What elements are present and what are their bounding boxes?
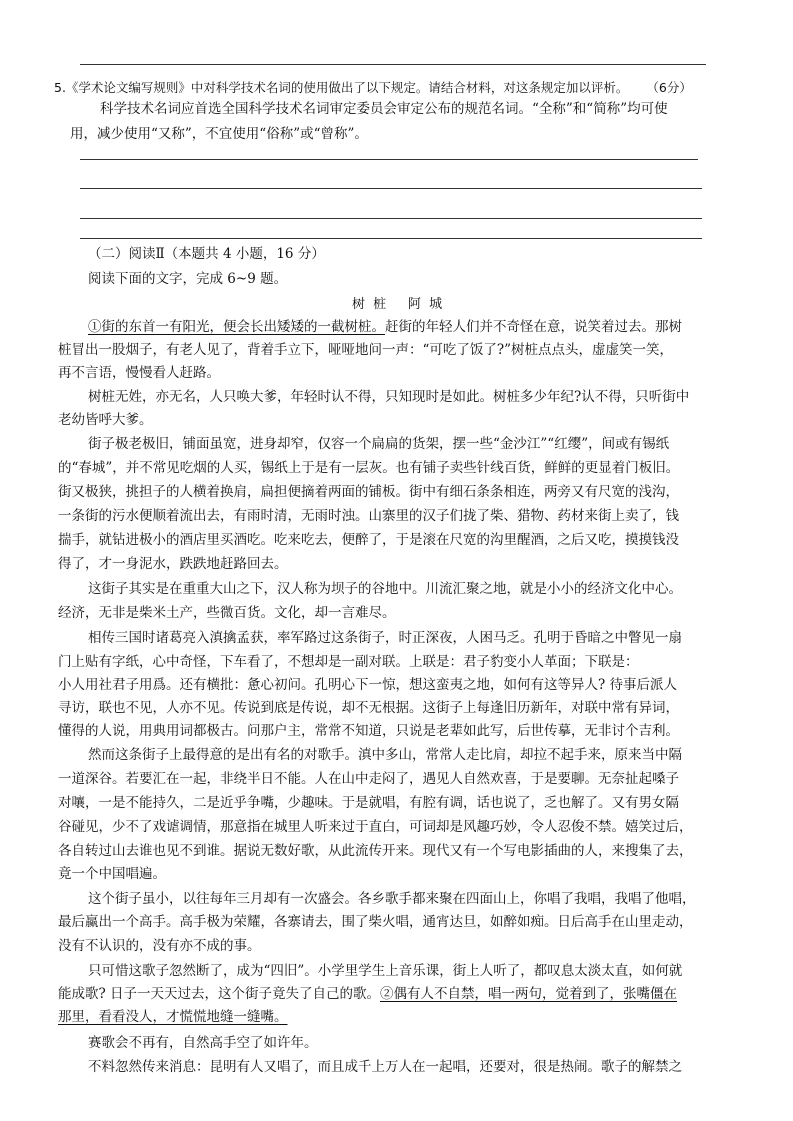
paragraph-3-line-6: 得了，才一身泥水，跌跌地赶路回去。 [58, 556, 288, 572]
paragraph-2-line-2: 老幼皆呼大爹。 [58, 412, 153, 428]
article-author: 阿 城 [408, 297, 445, 312]
paragraph-3-line-4: 一条街的污水便顺着流出去，有雨时清，无雨时浊。山寨里的汉子们拢了柴、猎物、药材来街上卖了，钱 [58, 508, 679, 524]
paragraph-8-line-1: 只可惜这歌子忽然断了，成为“四旧”。小学里学生上音乐课，街上人听了，都叹息太淡太直，如何就 [88, 963, 683, 979]
paragraph-5-line-5: 懂得的人说，用典用词都极古。问那户主，常常不知道，只说是老辈如此写，后世传摹，无非讨个吉利。 [58, 723, 679, 739]
paragraph-3-line-3: 街又极狭，挑担子的人横着换肩，扁担便摘着两面的铺板。街中有细石条条相连，两旁又有尺宽的浅沟， [58, 484, 679, 500]
paragraph-10-line-1: 不料忽然传来消息：昆明有人又唱了，而且成千上万人在一起唱，还要对，很是热闹。歌子的解禁之 [88, 1059, 682, 1075]
paragraph-5-line-2: 门上贴有字纸，心中奇怪，下车看了，不想却是一副对联。上联是：君子豹变小人革面；下联是： [58, 654, 639, 670]
paragraph-3-line-2: 的“春城”，并不常见吃烟的人买，锡纸上于是有一层灰。也有铺子卖些针线百货，鲜鲜的更显着门板旧。 [58, 460, 680, 476]
answer-line [80, 159, 698, 160]
marked-sentence-1: ①街的东首一有阳光，便会长出矮矮的一截树桩。 [88, 319, 385, 335]
paragraph-8-line-2 [58, 985, 677, 1003]
question-5-text: 5.《学术论文编写规则》中对科学技术名词的使用做出了以下规定。请结合材料，对这条规定加以评析。 [54, 80, 629, 95]
section-instruction: 阅读下面的文字，完成 6~9 题。 [88, 271, 288, 287]
paragraph-4-line-2: 经济，无非是柴米土产，些微百货。文化，却一言难尽。 [58, 605, 396, 621]
text-run: 赶街的年轻人们并不奇怪在意，说笑着过去。那树 [385, 319, 682, 335]
paragraph-1-line-2: 桩冒出一股烟子，有老人见了，背着手立下，哑哑地问一声：“可吃了饭了?”树桩点点头，虚虚笑一笑， [58, 342, 674, 358]
paragraph-7-line-1: 这个街子虽小，以往每年三月却有一次盛会。各乡歌手都来聚在四面山上，你唱了我唱，我唱了他唱， [88, 891, 696, 907]
paragraph-6-line-5: 各自转过山去谁也见不到谁。据说无数好歌，从此流传开来。现代又有一个写电影插曲的人，来搜集了去， [58, 843, 693, 859]
paragraph-6-line-2: 一道深谷。若要汇在一起，非绕半日不能。人在山中走闷了，遇见人自然欢喜，于是要聊。无奈扯起嗓子 [58, 771, 679, 787]
paragraph-6-line-3: 对嚷，一是不能持久，二是近乎争嘴，少趣味。于是就唱，有腔有调，话也说了，乏也解了。又有男女隔 [58, 795, 679, 811]
paragraph-4-line-1: 这街子其实是在重重大山之下，汉人称为坝子的谷地中。川流汇聚之地，就是小小的经济文化中心。 [88, 581, 682, 597]
answer-line [80, 238, 702, 239]
paragraph-7-line-2: 最后赢出一个高手。高手极为荣耀，各寨请去，围了柴火唱，通宵达旦，如醉如痴。日后高手在山里走动， [58, 914, 693, 930]
section-header: （二）阅读Ⅱ（本题共 4 小题，16 分） [88, 246, 325, 262]
paragraph-6-line-4: 谷碰见，少不了戏谑调情，那意指在城里人听来过于直白，可词却是风趣巧妙，令人忍俊不禁。嬉笑过后， [58, 819, 693, 835]
answer-line [80, 218, 702, 219]
paragraph-6-line-1: 然而这条街子上最得意的是出有名的对歌手。滇中多山，常常人走比肩，却拉不起手来，原来当中隔 [88, 747, 682, 763]
paragraph-1-line-3: 再不言语，慢慢看人赶路。 [58, 365, 220, 381]
paragraph-7-line-3: 没有不认识的，没有亦不成的事。 [58, 938, 261, 954]
marked-sentence-2: ②偶有人不自禁，唱一两句，觉着到了，张嘴僵在 [380, 986, 678, 1002]
material-line-2: 用，减少使用“又称”，不宜使用“俗称”或“曾称”。 [70, 126, 368, 142]
answer-line [80, 64, 706, 65]
paragraph-5-line-3: 小人用社君子用爲。还有横批：惫心初问。孔明心下一惊，想这蛮夷之地，如何有这等异人? 待事后派人 [58, 677, 678, 693]
paragraph-8-line-3: 那里，看看没人，才慌慌地缝一缝嘴。 [58, 1009, 288, 1025]
paragraph-5-line-1: 相传三国时诸葛亮入滇擒孟获，率军路过这条街子，时正深夜，人困马乏。孔明于昏暗之中瞥见一扇 [88, 630, 682, 646]
question-5-prompt [54, 79, 692, 97]
question-5-score: （6分） [646, 80, 692, 95]
paragraph-1-line-1 [88, 318, 682, 336]
text-run: 能成歌? 日子一天天过去，这个街子竟失了自己的歌。 [58, 986, 381, 1002]
paragraph-9-line-1: 赛歌会不再有，自然高手空了如许年。 [88, 1035, 318, 1051]
paragraph-5-line-4: 寻访，联也不见，人亦不见。传说到底是传说，却不无根据。这街子上每逢旧历新年，对联中常有异词， [58, 700, 679, 716]
paragraph-3-line-1: 街子极老极旧，铺面虽宽，进身却窄，仅容一个扁扁的货架，摆一些“金沙江”“红缨”，间或有锡纸 [88, 436, 670, 452]
answer-line [80, 188, 702, 189]
article-title: 树 桩 [352, 297, 389, 312]
material-line-1: 科学技术名词应首选全国科学技术名词审定委员会审定公布的规范名词。“全称”和“简称”均可使 [100, 101, 668, 117]
paragraph-6-line-6: 竟一个中国唱遍。 [58, 866, 166, 882]
paragraph-3-line-5: 揣手，就钻进极小的酒店里买酒吃。吃来吃去，便醉了，于是滚在尺宽的沟里醒酒，之后又吃，摸摸钱没 [58, 532, 679, 548]
paragraph-2-line-1: 树桩无姓，亦无名，人只唤大爹，年轻时认不得，只知现时是如此。树桩多少年纪?认不得，只听街中 [88, 389, 690, 405]
